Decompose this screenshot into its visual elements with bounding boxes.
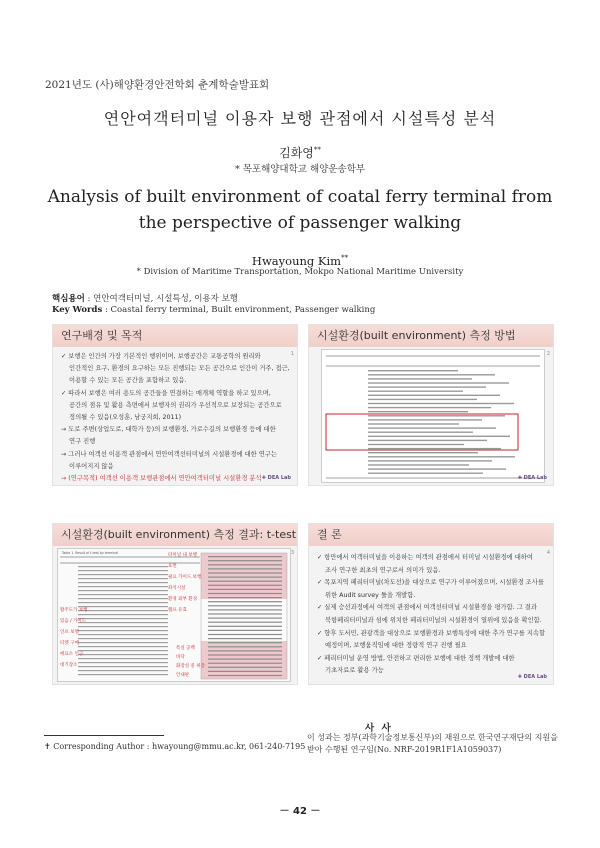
table-row (78, 674, 168, 675)
conclusion-line: 예정이며, 보행움직임에 대한 정량적 연구 진행 필요 (325, 642, 467, 650)
conclusion-line: ✓ 목포지역 페리터미널(차도선)을 대상으로 연구가 이루어졌으며, 시설환경 조사를 (317, 579, 544, 587)
table-row (368, 399, 477, 400)
table-row (208, 593, 282, 594)
table-row (78, 590, 168, 591)
table-row (368, 370, 458, 371)
table-row (368, 415, 505, 416)
annotation-note: 활주도가 보행 (60, 608, 88, 613)
table-row (368, 403, 514, 404)
table-row (208, 581, 282, 582)
annotation-note: 특실 공백 (176, 646, 195, 651)
background-line: 정의될 수 있음(오성훈, 남궁지희, 2011) (69, 414, 182, 422)
conclusion-text (317, 552, 549, 678)
table-row (208, 663, 282, 664)
panel-conclusion: 결 론 4 ✓ 항만에서 여객터미널을 이용하는 여객의 관점에서 터미널 시설환경에 대하여 조사 연구한 최초의 연구로서 의미가 있음. ✓ 목포지역 페리터미널(차도선)을 대상으로 연구가 이루어졌으며, 시설환경 조사를 위한 Audit survey 툴을 개발함. ✓ 실제 승선과정에서 여객의 관점에서 여객선터미널 시설환경을 평가함. 그 결과 북항페리터미널과 섬에 위치한 페리터미널의 시설환경이 열위에 있음을 확인함. ✓ 향후 도서민, 관광객을 대상으로 보행환경과 보행특성에 대한 추가 연구를 지속할 예정이며, 보행움직임에 대한 정량적 연구 진행 필요 ✓ 페리터미널 운영 방법, 안전하고 편리한 보행에 대한 정책 개발에 대한 기초자료로 활용 가능 ✚ DEA Lab (308, 523, 554, 685)
table-row (208, 654, 282, 655)
table-row (78, 578, 168, 579)
conclusion-line: ✓ 항만에서 여객터미널을 이용하는 여객의 관점에서 터미널 시설환경에 대하여 (317, 554, 533, 561)
table-row (368, 440, 487, 441)
background-line: 이루어지지 않음 (69, 462, 114, 470)
table-row (368, 436, 510, 437)
panel-method-title: 시설환경(built environment) 측정 방법 (309, 325, 553, 347)
annotation-note: 표면 (168, 564, 177, 569)
table-row (368, 460, 492, 461)
conclusion-line: 위한 Audit survey 툴을 개발함. (325, 591, 416, 599)
annotation-note: 좌석시설 (168, 586, 186, 591)
ttest-table-image: Table 1. Result of t-test by terminal 활주도가 보행 있음 / 가이드 인프 보행 터켓 구매 매표소 인근 대기장소 터미널 내 보행 표면 필요 가이드 보행 좌석시설 환경 외부 환경 램프 유효 특실 공백 바닥 화장실 중 위층 안내판 (57, 548, 291, 682)
table-row (208, 609, 282, 610)
table-row (208, 597, 282, 598)
background-line: 공간의 점유 및 활용 측면에서 보행자의 권리가 우선적으로 보장되는 공간으로 (69, 401, 282, 409)
keywords-english: Key Words : Coastal ferry terminal, Built environment, Passenger walking (52, 305, 376, 315)
footnote: ✝ Corresponding Author : hwayoung@mmu.ac.kr, 061-240-7195 (44, 742, 306, 751)
table-row (368, 464, 469, 465)
panel-background-title: 연구배경 및 목적 (53, 325, 297, 347)
footnote-rule (44, 735, 164, 736)
conclusion-line: ✓ 실제 승선과정에서 여객의 관점에서 여객선터미널 시설환경을 평가함. 그 결과 (317, 604, 537, 612)
conclusion-line: 기초자료로 활용 가능 (325, 667, 384, 675)
conclusion-line: ✓ 페리터미널 운영 방법, 안전하고 편리한 보행에 대한 정책 개발에 대한 (317, 654, 515, 662)
table-row (368, 452, 478, 453)
panel-result-title: 시설환경(built environment) 측정 결과: t-test (53, 524, 297, 546)
panel-result: 시설환경(built environment) 측정 결과: t-test 3 Table 1. Result of t-test by terminal 활주도가 보행 있음 / 가이드 인프 보행 터켓 구매 매표소 인근 대기장소 터미널 내 보행 표면 필요 가이드 보행 좌석시설 환경 외부 환경 램프 유효 특실 공백 바닥 화장실 중 위층 안내판 (52, 523, 298, 685)
table-row (368, 411, 468, 412)
table-row (208, 667, 282, 668)
annotation-note: 있음 / 가이드 (60, 619, 87, 624)
table-row (368, 382, 509, 383)
survey-table-figure (322, 350, 544, 482)
keywords-korean: 핵심용어 : 연안여객터미널, 시설특성, 이용자 보행 (52, 294, 239, 304)
table-row (78, 598, 168, 599)
table-row (208, 646, 282, 647)
background-line: ✓ 보행은 인간의 가장 기본적인 행위이며, 보행공간은 교통공학의 원리와 (61, 353, 261, 360)
background-line: ✓ 따라서 보행은 여러 용도의 공간들을 연결하는 매개체 역할을 하고 있으며, (61, 389, 271, 397)
table-row (208, 642, 282, 643)
table-row (368, 395, 500, 396)
annotation-note: 터켓 구매 (60, 641, 79, 646)
table-row (208, 638, 282, 639)
table-row (208, 577, 282, 578)
table-row (368, 444, 464, 445)
table-row (208, 564, 282, 565)
table-row (208, 618, 282, 619)
annotation-note: 환경 외부 환경 (168, 597, 197, 602)
table-row (208, 568, 282, 569)
table-row (368, 419, 482, 420)
background-text (61, 351, 293, 485)
conference-header: 2021년도 (사)해양환경안전학회 춘계학술발표회 (45, 79, 270, 91)
background-line: 연구 진행 (69, 438, 96, 446)
annotation-note: 바닥 (176, 655, 185, 660)
table-row (208, 560, 282, 561)
table-row (78, 594, 168, 595)
table-row (208, 601, 282, 602)
conclusion-line: 북항페리터미널과 섬에 위치한 페리터미널의 시설환경이 열위에 있음을 확인함. (325, 616, 542, 624)
table-row (78, 570, 168, 571)
survey-table-image (321, 349, 545, 483)
author-english: Hwayoung Kim** (251, 254, 349, 268)
table-row (368, 456, 515, 457)
table-row (368, 432, 473, 433)
background-line: 이용할 수 있는 모든 공간을 포함하고 있음. (69, 377, 187, 385)
background-line: → 그러나 여객선 이용객 관점에서 연안여객선터미널의 시설환경에 대한 연구는 (61, 450, 277, 458)
panel-background: 연구배경 및 목적 1 ✓ 보행은 인간의 가장 기본적인 행위이며, 보행공간은 교통공학의 원리와 인간적인 요구, 환경의 요구하는 모든 진행되는 모든 공간으로 인간이 거주, 접근, 이용할 수 있는 모든 공간을 포함하고 있음. ✓ 따라서 보행은 여러 용도의 공간들을 연결하는 매개체 역할을 하고 있으며, 공간의 점유 및 활용 측면에서 보행자의 권리가 우선적으로 보장되는 공간으로 정의될 수 있음(오성훈, 남궁지희, 2011) → 도로 주변(상업도로, 대학가 등)의 보행환경, 가로수길의 보행환경 등에 대한 연구 진행 → 그러나 여객선 이용객 관점에서 연안여객선터미널의 시설환경에 대한 연구는 이루어지지 않음 → (연구목적) 여객선 이용객 보행관점에서 연안여객터미널 시설환경 분석 ✚ DEA Lab (52, 324, 298, 486)
annotation-note: 안내판 (176, 673, 190, 678)
page-number: － 42 － (279, 806, 321, 817)
table-row (368, 386, 486, 387)
author-korean: 김화영** (279, 146, 321, 160)
annotation-note: 터미널 내 보행 (168, 553, 197, 558)
panel-conclusion-title: 결 론 (309, 524, 553, 546)
table-row (368, 427, 496, 428)
title-english: Analysis of built environment of coatal ferry terminal from the perspective of passenger walking (47, 187, 553, 233)
conclusion-line: ✓ 향후 도서민, 관광객을 대상으로 보행환경과 보행특성에 대한 추가 연구를 지속할 (317, 629, 546, 637)
annotation-note: 매표소 인근 (60, 652, 84, 657)
table-row (208, 613, 282, 614)
table-row (208, 634, 282, 635)
table-row (208, 675, 282, 676)
background-line: 인간적인 요구, 환경의 요구하는 모든 진행되는 모든 공간으로 인간이 거주, 접근, (69, 365, 290, 373)
table-row (208, 556, 282, 557)
annotation-note: 화장실 중 위층 (176, 664, 205, 669)
table-row (78, 582, 168, 583)
background-line: → 도로 주변(상업도로, 대학가 등)의 보행환경, 가로수길의 보행환경 등에 대한 (61, 426, 276, 434)
table-row (208, 589, 282, 590)
table-row (78, 602, 168, 603)
affiliation-english: * Division of Maritime Transportation, Mokpo National Maritime University (136, 267, 464, 277)
conclusion-line: 조사 연구한 최초의 연구로서 의미가 있음. (325, 566, 441, 574)
table-row (368, 468, 506, 469)
table-row (368, 378, 472, 379)
acknowledgement-title: 사 사 (365, 723, 393, 734)
table-row (368, 391, 463, 392)
background-line: → (연구목적) 여객선 이용객 보행관점에서 연안여객터미널 시설환경 분석 (61, 475, 262, 483)
table-row (78, 574, 168, 575)
table-row (208, 605, 282, 606)
annotation-right-lower (176, 645, 206, 681)
table-row (208, 626, 282, 627)
table-row (368, 374, 495, 375)
affiliation-korean: * 목포해양대학교 해양운송학부 (234, 164, 366, 175)
table-row (208, 630, 282, 631)
annotation-note: 램프 유효 (168, 608, 187, 613)
table-row (208, 671, 282, 672)
table-row (208, 622, 282, 623)
table-row (368, 407, 491, 408)
table-row (208, 650, 282, 651)
table-row (208, 585, 282, 586)
acknowledgement-text: 이 성과는 정부(과학기술정보통신부)의 재원으로 한국연구재단의 지원을 받아 수행된 연구임(No. NRF-2019R1F1A1059037) (307, 733, 558, 754)
dea-lab-logo: ✚ DEA Lab (517, 674, 547, 680)
table-row (368, 448, 501, 449)
title-korean: 연안여객터미널 이용자 보행 관점에서 시설특성 분석 (103, 109, 497, 128)
table-row (208, 659, 282, 660)
annotation-note: 인프 보행 (60, 630, 79, 635)
annotation-note: 필요 가이드 보행 (168, 575, 202, 580)
annotation-note: 대기장소 (60, 663, 78, 668)
table-row (368, 473, 483, 474)
dea-lab-logo: ✚ DEA Lab (517, 475, 547, 481)
annotation-right (168, 552, 204, 618)
annotation-left (60, 607, 102, 673)
table-row (368, 423, 459, 424)
table-row (208, 572, 282, 573)
panel-method: 시설환경(built environment) 측정 방법 2 ✚ DEA Lab (308, 324, 554, 486)
dea-lab-logo: ✚ DEA Lab (261, 475, 291, 481)
table-row (78, 566, 168, 567)
table-row (78, 586, 168, 587)
